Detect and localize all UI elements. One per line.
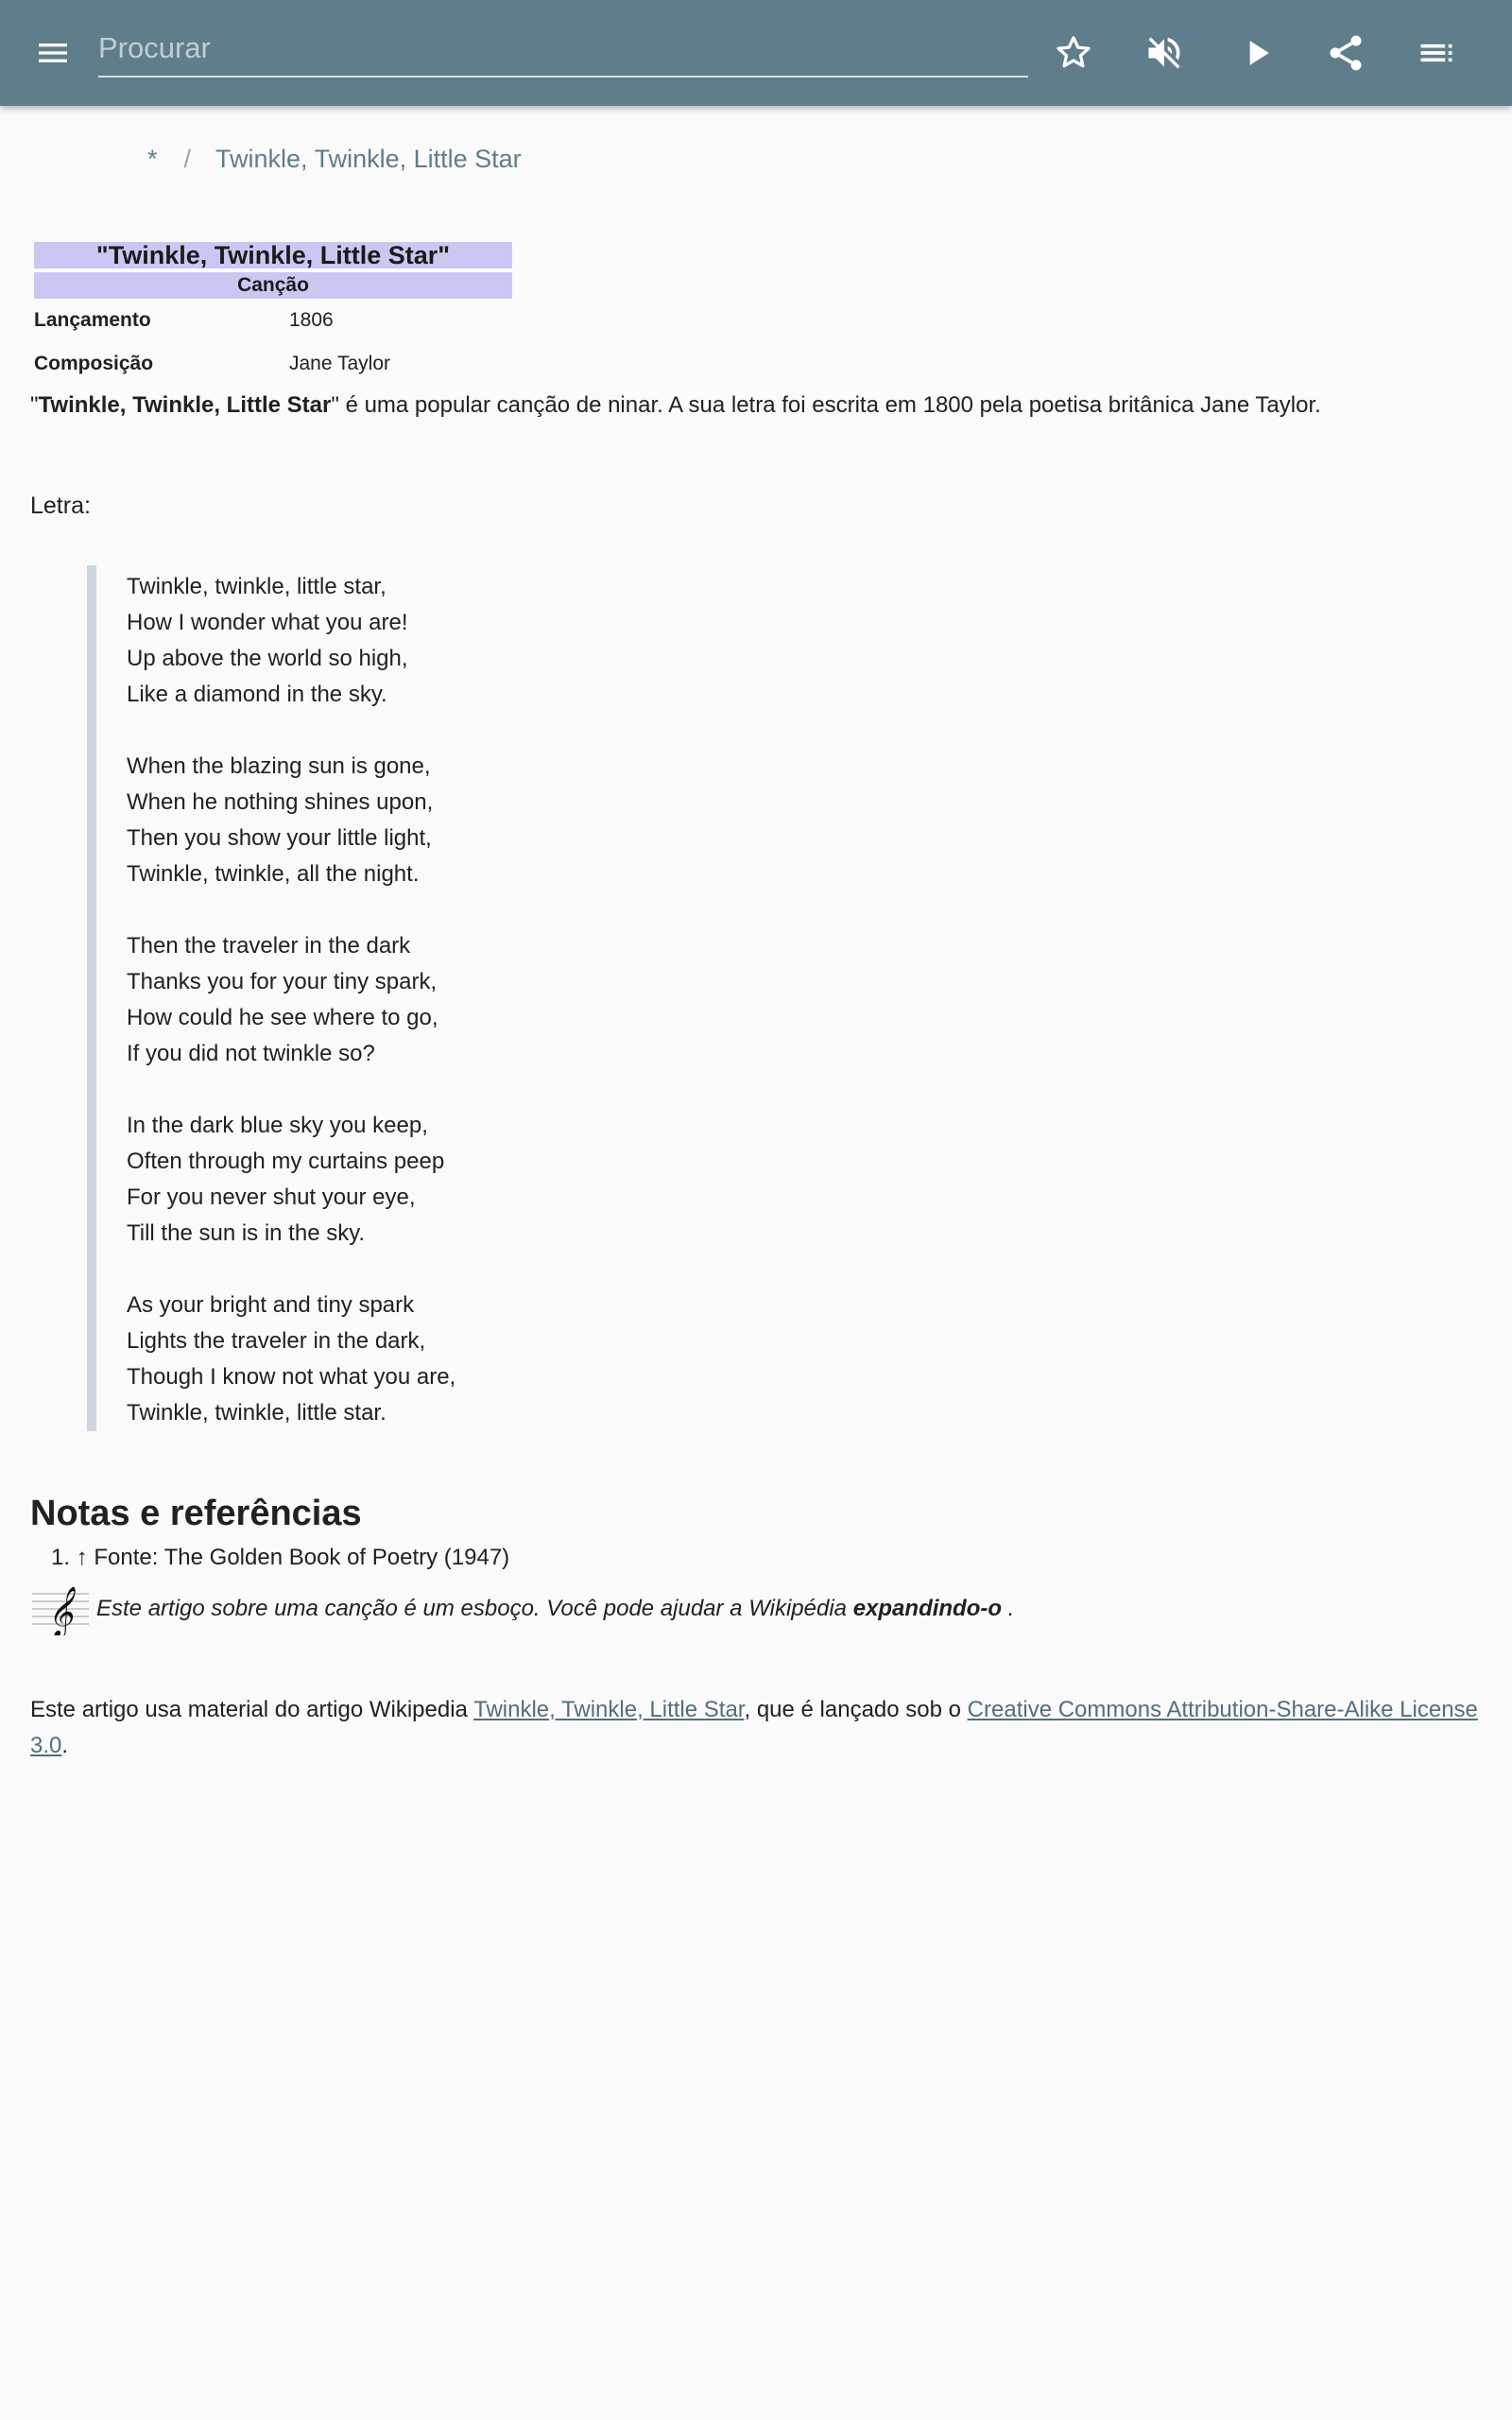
share-button[interactable] [1319,26,1372,79]
intro-text: " é uma popular canção de ninar. A sua letra foi escrita em 1800 pela poetisa britânica Jane Taylor. [331,392,1321,418]
wikipedia-article-link[interactable]: Twinkle, Twinkle, Little Star [473,1697,745,1722]
lyric-line: Lights the traveler in the dark, [127,1328,426,1354]
stanza [127,1288,1486,1431]
lyric-line: Twinkle, twinkle, little star, [127,574,387,599]
lyric-line: Like a diamond in the sky. [127,682,387,707]
stub-notice [30,1582,1486,1635]
lyric-line: How I wonder what you are! [127,610,408,635]
license-text: , que é lançado sob o [744,1697,968,1722]
references-list [51,1541,1486,1575]
intro-title: Twinkle, Twinkle, Little Star [38,392,332,418]
license-link[interactable]: Creative Commons Attribution-Share-Alike License 3.0 [30,1697,1478,1758]
reference-backlink[interactable]: ↑ [76,1545,88,1570]
lyric-line: As your bright and tiny spark [127,1292,415,1318]
lyric-line: When the blazing sun is gone, [127,753,431,779]
play-button[interactable] [1230,26,1283,79]
toc-icon [1416,32,1457,74]
breadcrumb-separator: / [183,144,192,173]
lyric-line: Up above the world so high, [127,646,408,671]
stanza [127,749,1486,892]
lyric-line: Twinkle, twinkle, all the night. [127,861,420,887]
license-notice [30,1692,1486,1764]
lyric-line: Till the sun is in the sky. [127,1220,366,1246]
menu-icon [34,34,72,72]
stanza [127,569,1486,713]
intro-quote: " [30,392,39,418]
search-input[interactable] [98,21,1028,76]
lyric-line: Then the traveler in the dark [127,933,411,959]
lyric-line: Twinkle, twinkle, little star. [127,1400,387,1426]
svg-text:𝄞: 𝄞 [47,1585,74,1635]
star-icon [1053,32,1094,74]
infobox-key: Lançamento [34,309,151,331]
lyric-line: How could he see where to go, [127,1005,438,1030]
stub-text: Este artigo sobre uma canção é um esboço. Você pode ajudar a Wikipédia [96,1596,853,1621]
lyric-line: If you did not twinkle so? [127,1041,375,1066]
infobox-title: "Twinkle, Twinkle, Little Star" [34,242,512,268]
mute-button[interactable] [1138,26,1191,79]
license-text: . [61,1733,69,1758]
breadcrumb [147,140,522,178]
lyric-line: In the dark blue sky you keep, [127,1113,428,1138]
volume-off-icon [1143,32,1185,74]
reference-item [51,1541,1486,1575]
infobox-type: Canção [34,272,512,299]
infobox-key: Composição [34,353,154,374]
play-icon [1236,32,1278,74]
lyric-line: Then you show your little light, [127,825,432,851]
bookmark-button[interactable] [1047,26,1100,79]
infobox-row [34,342,512,386]
infobox-row [34,299,512,342]
search-field [98,21,1028,78]
lyric-line: Often through my curtains peep [127,1149,445,1174]
stub-expand-link[interactable]: expandindo-o [852,1596,1003,1621]
treble-clef-icon [30,1582,91,1635]
stub-after: . [1002,1596,1015,1621]
notes-heading: Notas e referências [30,1494,362,1533]
contents-button[interactable] [1410,26,1463,79]
lyric-line: Though I know not what you are, [127,1364,456,1390]
intro-paragraph [30,388,1486,424]
license-text: Este artigo usa material do artigo Wikipedia [30,1697,474,1722]
infobox-value: 1806 [289,309,334,331]
reference-number: 1. [51,1545,71,1570]
reference-text: Fonte: The Golden Book of Poetry (1947) [94,1545,510,1570]
stanza [127,1108,1486,1252]
share-icon [1325,32,1366,74]
article-content [30,242,1486,1764]
menu-button[interactable] [23,30,83,76]
breadcrumb-current[interactable]: Twinkle, Twinkle, Little Star [215,144,522,173]
lyrics-label: Letra: [30,493,91,519]
lyric-line: For you never shut your eye, [127,1184,416,1210]
lyric-line: When he nothing shines upon, [127,789,434,815]
infobox-value: Jane Taylor [289,353,391,374]
infobox [34,242,512,386]
lyric-line: Thanks you for your tiny spark, [127,969,438,994]
stanza [127,928,1486,1072]
app-bar [0,0,1512,106]
breadcrumb-home[interactable]: * [147,144,158,173]
lyrics-blockquote [87,565,1486,1431]
